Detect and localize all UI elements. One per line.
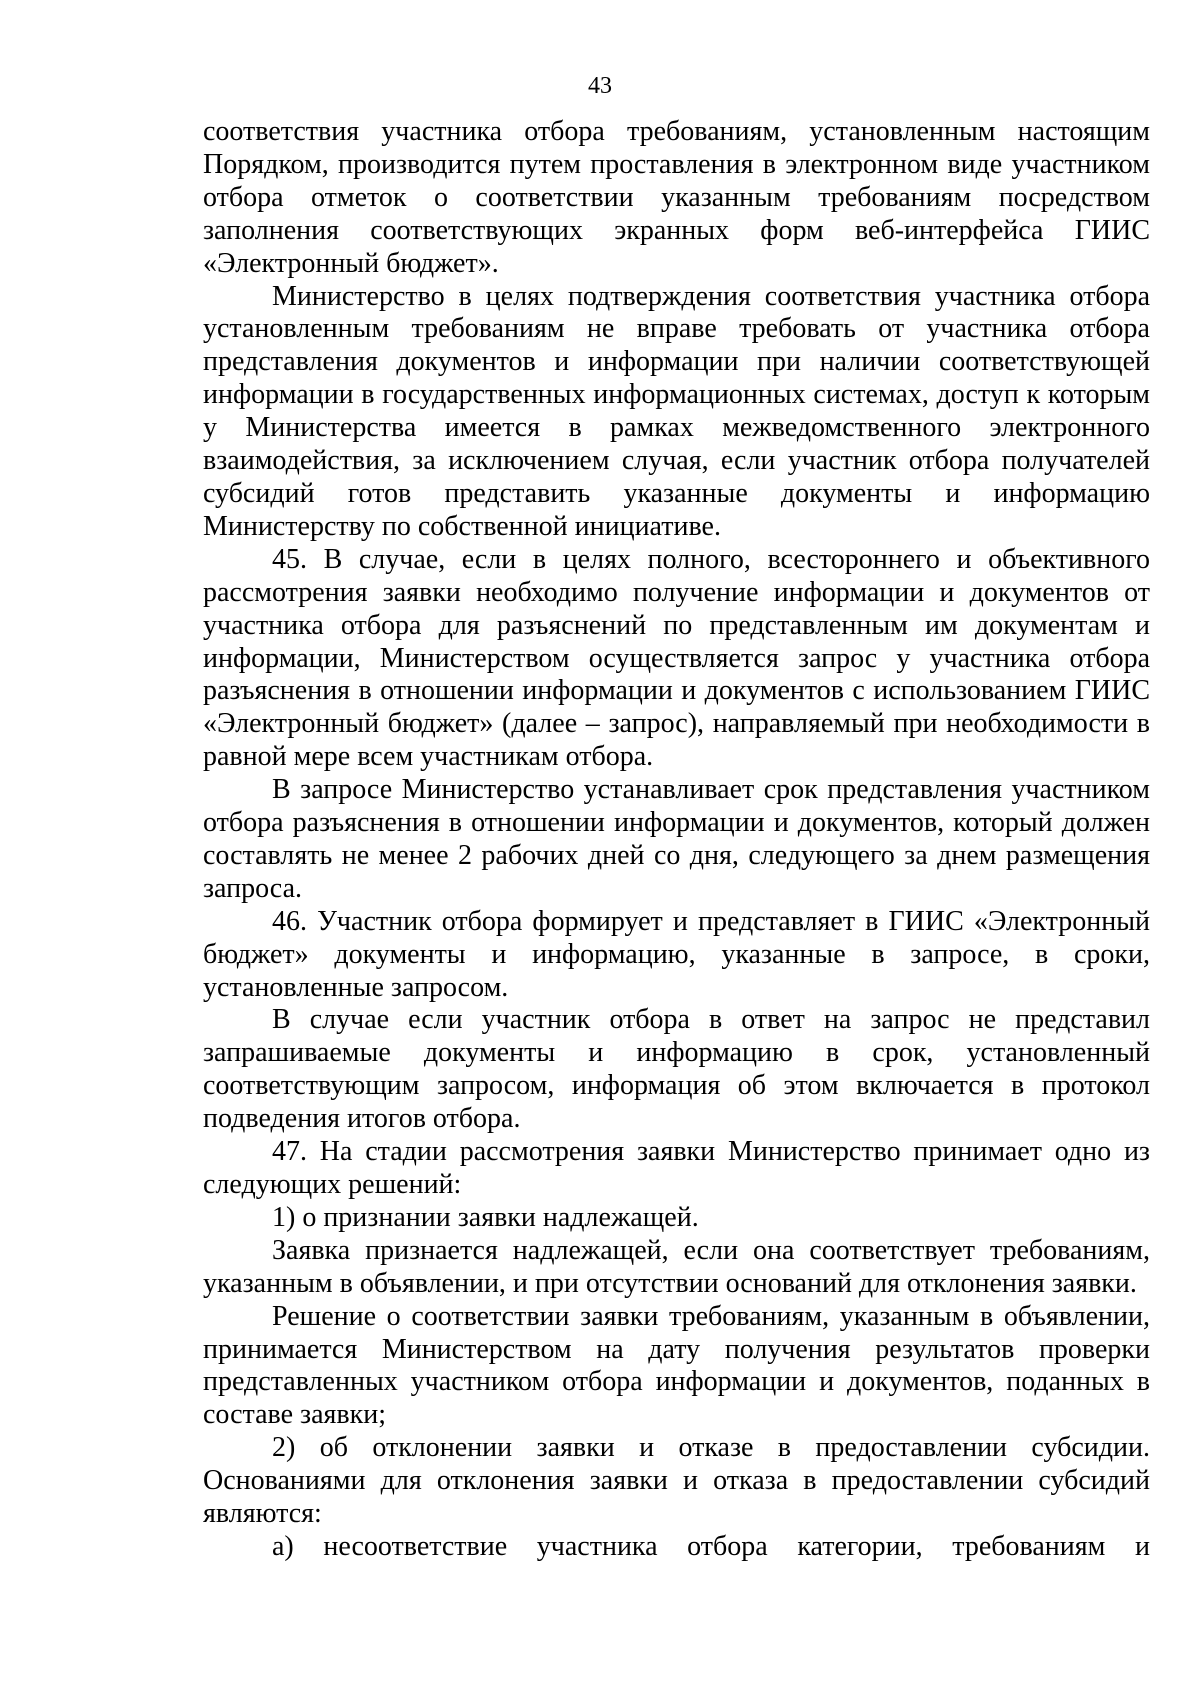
paragraph-compliance-decision: Решение о соответствии заявки требованиям, указанным в объявлении, принимается Министерством на дату получения результатов проверки представленных участником отбора информации и документов, поданных в составе заявки; — [203, 1300, 1150, 1431]
paragraph-45-clarification-request: 45. В случае, если в целях полного, всестороннего и объективного рассмотрения заявки необходимо получение информации и документов от участника отбора для разъяснений по представленным им документам и информации, Министерством осуществляется запрос у участника отбора разъяснения в отношении информации и документов с использованием ГИИС «Электронный бюджет» (далее – запрос), направляемый при необходимости в равной мере всем участникам отбора. — [203, 543, 1150, 773]
paragraph-decision-2: 2) об отклонении заявки и отказе в предоставлении субсидии. Основаниями для отклонения заявки и отказа в предоставлении субсидий являются: — [203, 1432, 1150, 1530]
paragraph-47-decisions: 47. На стадии рассмотрения заявки Министерство принимает одно из следующих решений: — [203, 1136, 1150, 1200]
paragraph-46-participant-response: 46. Участник отбора формирует и представляет в ГИИС «Электронный бюджет» документы и информацию, указанные в запросе, в сроки, установленные запросом. — [203, 905, 1150, 1003]
document-body — [203, 116, 1150, 1564]
paragraph-no-response: В случае если участник отбора в ответ на запрос не представил запрашиваемые документы и информацию в срок, установленный соответствующим запросом, информация об этом включается в протокол подведения итогов отбора. — [203, 1004, 1150, 1135]
paragraph-ministry-verification: Министерство в целях подтверждения соответствия участника отбора установленным требованиям не вправе требовать от участника отбора представления документов и информации при наличии соответствующей информации в государственных информационных системах, доступ к которым у Министерства имеется в рамках межведомственного электронного взаимодействия, за исключением случая, если участник отбора получателей субсидий готов представить указанные документы и информацию Министерству по собственной инициативе. — [203, 280, 1150, 542]
page-number: 43 — [588, 73, 612, 99]
paragraph-request-deadline: В запросе Министерство устанавливает срок представления участником отбора разъяснения в отношении информации и документов, который должен составлять не менее 2 рабочих дней со дня, следующего за днем размещения запроса. — [203, 774, 1150, 904]
paragraph-continuation: соответствия участника отбора требованиям, установленным настоящим Порядком, производится путем проставления в электронном виде участником отбора отметок о соответствии указанным требованиям посредством заполнения соответствующих экранных форм веб-интерфейса ГИИС «Электронный бюджет». — [203, 116, 1150, 279]
paragraph-decision-1: 1) о признании заявки надлежащей. — [272, 1201, 699, 1233]
paragraph-ground-a: а) несоответствие участника отбора категории, требованиям и — [272, 1530, 1150, 1562]
paragraph-proper-application: Заявка признается надлежащей, если она соответствует требованиям, указанным в объявлении, и при отсутствии оснований для отклонения заявки. — [203, 1234, 1150, 1299]
